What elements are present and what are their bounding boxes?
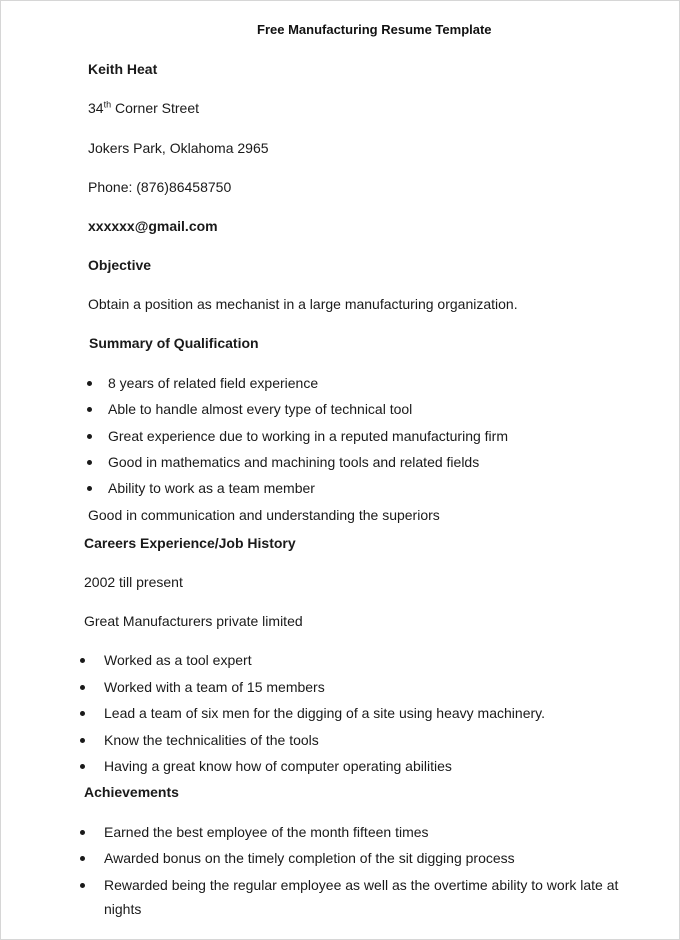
- career-item: Worked with a team of 15 members: [104, 679, 325, 695]
- address-city: Jokers Park, Oklahoma 2965: [88, 140, 269, 156]
- applicant-name: Keith Heat: [88, 61, 158, 77]
- email-address: xxxxxx@gmail.com: [88, 218, 218, 234]
- achievement-item: Rewarded being the regular employee as well as the overtime ability to work late at: [104, 877, 619, 893]
- address-street: [88, 99, 199, 117]
- bullet-icon: [87, 460, 92, 465]
- bullet-icon: [80, 764, 85, 769]
- career-item: Know the technicalities of the tools: [104, 732, 319, 748]
- career-period: 2002 till present: [84, 574, 183, 590]
- bullet-icon: [87, 486, 92, 491]
- bullet-icon: [80, 711, 85, 716]
- summary-item: 8 years of related field experience: [108, 375, 319, 391]
- achievement-item-continuation: nights: [104, 901, 142, 917]
- objective-heading: Objective: [88, 257, 152, 273]
- address-street-name: Corner Street: [111, 100, 200, 116]
- bullet-icon: [80, 685, 85, 690]
- achievement-item: Awarded bonus on the timely completion of the sit digging process: [104, 850, 515, 866]
- address-number: 34: [88, 100, 104, 116]
- bullet-icon: [80, 856, 85, 861]
- bullet-icon: [87, 407, 92, 412]
- summary-item: Ability to work as a team member: [108, 480, 315, 496]
- career-item: Worked as a tool expert: [104, 652, 252, 668]
- bullet-icon: [87, 434, 92, 439]
- career-item: Lead a team of six men for the digging of a site using heavy machinery.: [104, 705, 545, 721]
- achievements-heading: Achievements: [84, 784, 179, 800]
- summary-heading: Summary of Qualification: [89, 335, 259, 351]
- bullet-icon: [80, 738, 85, 743]
- address-suffix: th: [103, 99, 112, 110]
- document-title: Free Manufacturing Resume Template: [257, 22, 492, 37]
- bullet-icon: [80, 658, 85, 663]
- achievement-item: Earned the best employee of the month fifteen times: [104, 824, 429, 840]
- bullet-icon: [80, 830, 85, 835]
- bullet-icon: [80, 883, 85, 888]
- career-heading: Careers Experience/Job History: [84, 535, 296, 551]
- phone-number: Phone: (876)86458750: [88, 179, 232, 195]
- career-company: Great Manufacturers private limited: [84, 613, 303, 629]
- career-item: Having a great know how of computer operating abilities: [104, 758, 452, 774]
- summary-item: Great experience due to working in a reputed manufacturing firm: [108, 428, 508, 444]
- summary-item: Able to handle almost every type of technical tool: [108, 401, 413, 417]
- bullet-icon: [87, 381, 92, 386]
- summary-item: Good in mathematics and machining tools and related fields: [108, 454, 480, 470]
- objective-text: Obtain a position as mechanist in a large manufacturing organization.: [88, 296, 518, 312]
- summary-trailing-text: Good in communication and understanding the superiors: [88, 507, 440, 523]
